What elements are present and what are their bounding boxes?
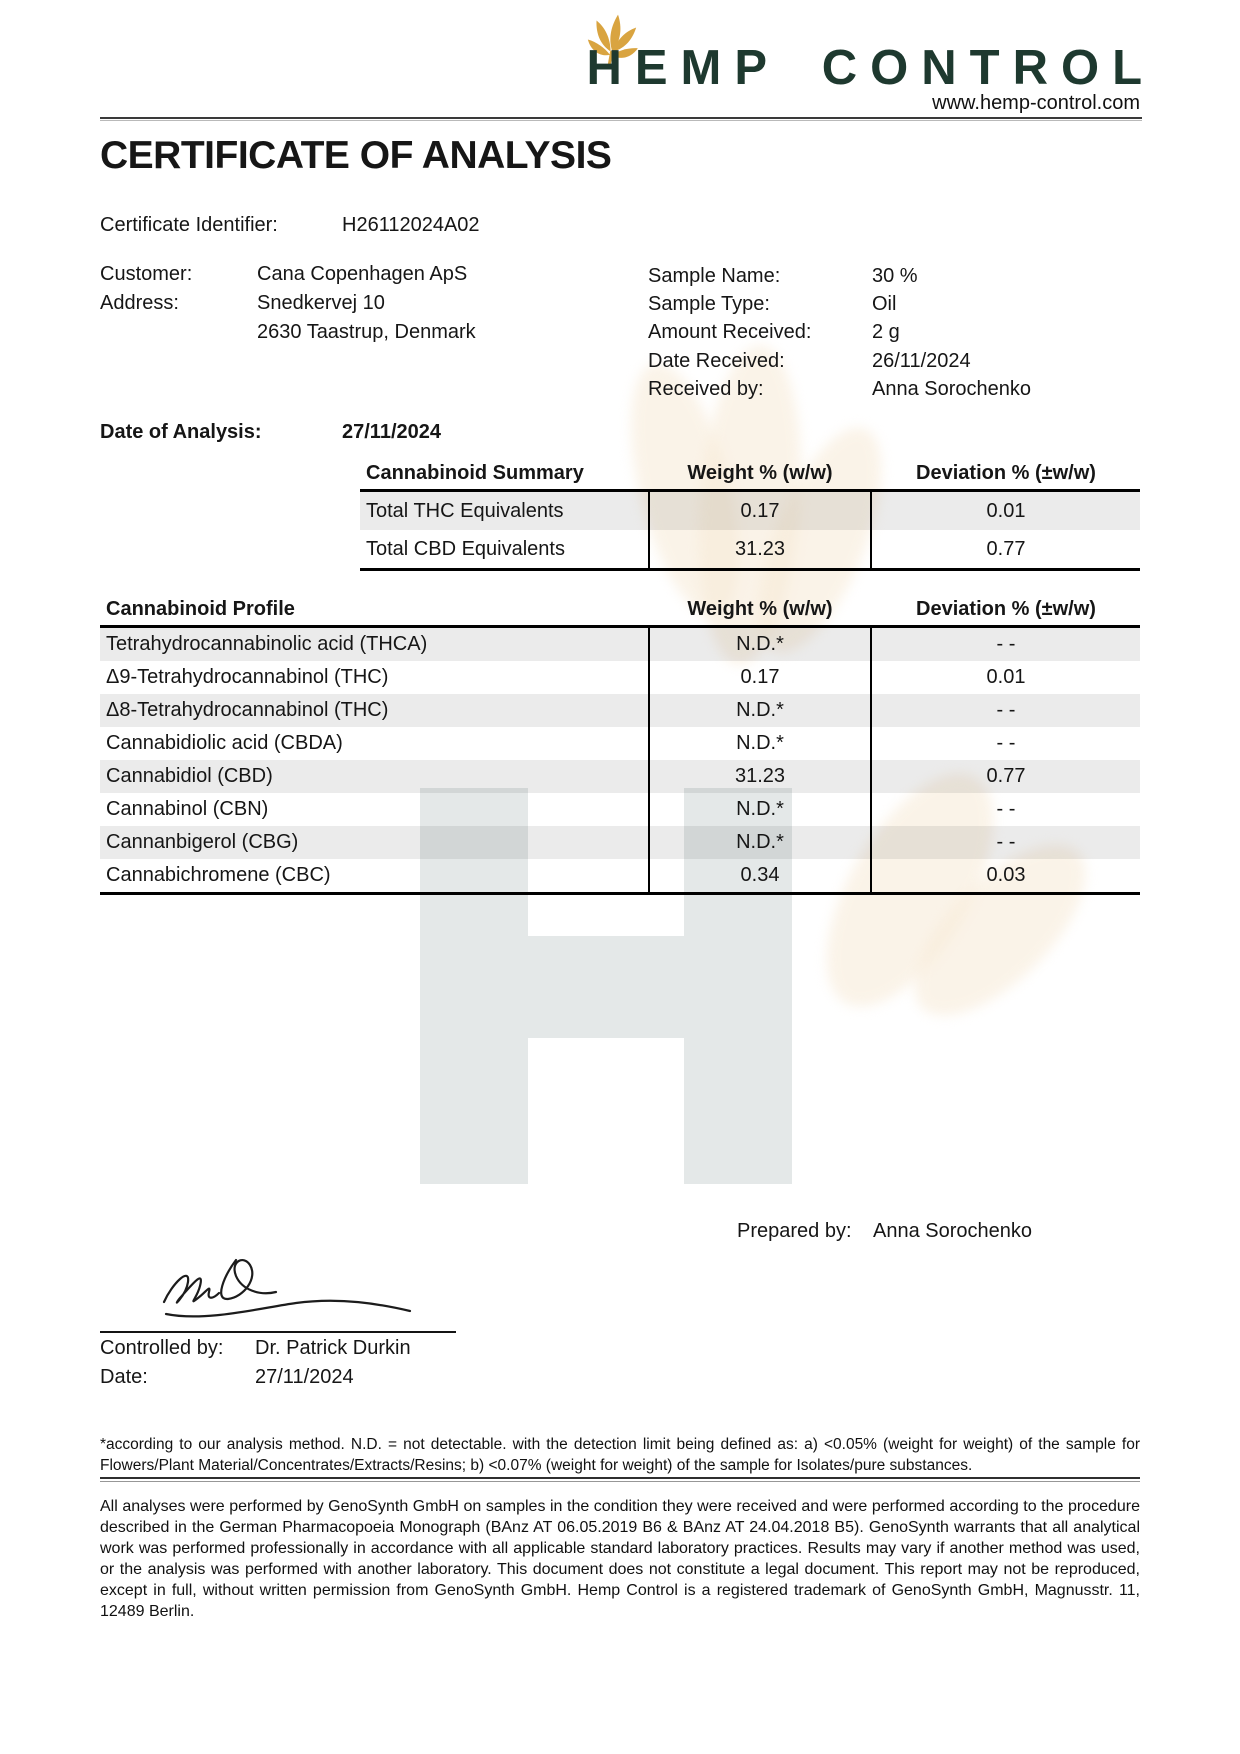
profile-header-weight: Weight % (w/w) bbox=[687, 598, 833, 620]
profile-table bbox=[100, 598, 1140, 895]
deviation-cell: 0.01 bbox=[986, 499, 1026, 522]
deviation-cell: 0.01 bbox=[986, 666, 1026, 688]
analysis-date-label: Date of Analysis: bbox=[100, 421, 262, 443]
weight-cell: 31.23 bbox=[648, 760, 872, 793]
analyte-name-cell: Cannanbigerol (CBG) bbox=[106, 831, 299, 853]
summary-table-header bbox=[360, 462, 1140, 492]
address-line2: 2630 Taastrup, Denmark bbox=[257, 321, 476, 343]
signoff-date-value: 27/11/2024 bbox=[255, 1366, 354, 1388]
analyte-name-cell: Cannabidiol (CBD) bbox=[106, 765, 273, 787]
analyte-name-cell: Total THC Equivalents bbox=[366, 499, 564, 522]
weight-cell: 31.23 bbox=[648, 530, 872, 568]
profile-header-deviation: Deviation % (±w/w) bbox=[916, 598, 1096, 620]
table-row bbox=[360, 492, 1140, 530]
analyte-name-cell: Total CBD Equivalents bbox=[366, 537, 565, 560]
analyte-name-cell: Δ8-Tetrahydrocannabinol (THC) bbox=[106, 699, 389, 721]
analyte-name-cell: Tetrahydrocannabinolic acid (THCA) bbox=[106, 633, 428, 655]
weight-cell: 0.34 bbox=[648, 859, 872, 892]
signoff-date-label: Date: bbox=[100, 1366, 148, 1388]
analysis-date-value: 27/11/2024 bbox=[342, 421, 441, 443]
date-received-value: 26/11/2024 bbox=[872, 350, 971, 372]
prepared-by-label: Prepared by: bbox=[737, 1220, 852, 1242]
table-row bbox=[100, 793, 1140, 826]
weight-cell: N.D.* bbox=[648, 793, 872, 826]
weight-cell: N.D.* bbox=[648, 628, 872, 661]
controlled-by-value: Dr. Patrick Durkin bbox=[255, 1337, 411, 1359]
controlled-by-label: Controlled by: bbox=[100, 1337, 224, 1359]
received-by-label: Received by: bbox=[648, 378, 764, 400]
sample-name-value: 30 % bbox=[872, 265, 918, 287]
table-row bbox=[100, 826, 1140, 859]
table-row bbox=[100, 661, 1140, 694]
footnote-divider bbox=[100, 1477, 1140, 1482]
deviation-cell: - - bbox=[996, 798, 1016, 820]
certificate-identifier-value: H26112024A02 bbox=[342, 214, 480, 236]
summary-table-body bbox=[360, 492, 1140, 571]
profile-table-header bbox=[100, 598, 1140, 628]
weight-cell: 0.17 bbox=[648, 492, 872, 530]
customer-name: Cana Copenhagen ApS bbox=[257, 263, 468, 285]
profile-table-body bbox=[100, 628, 1140, 895]
sample-name-label: Sample Name: bbox=[648, 265, 781, 287]
weight-cell: N.D.* bbox=[648, 826, 872, 859]
table-row bbox=[360, 530, 1140, 568]
weight-cell: 0.17 bbox=[648, 661, 872, 694]
deviation-cell: - - bbox=[996, 633, 1016, 655]
table-row bbox=[100, 628, 1140, 661]
analyte-name-cell: Δ9-Tetrahydrocannabinol (THC) bbox=[106, 666, 389, 688]
brand-website: www.hemp-control.com bbox=[932, 92, 1140, 114]
deviation-cell: 0.03 bbox=[986, 864, 1026, 886]
summary-header-name: Cannabinoid Summary bbox=[366, 462, 584, 484]
brand-logo: HEMP CONTROL bbox=[586, 41, 1155, 95]
amount-received-label: Amount Received: bbox=[648, 321, 812, 343]
deviation-cell: - - bbox=[996, 699, 1016, 721]
sample-type-label: Sample Type: bbox=[648, 293, 770, 315]
signature-line bbox=[100, 1331, 456, 1333]
analyte-name-cell: Cannabidiolic acid (CBDA) bbox=[106, 732, 343, 754]
deviation-cell: 0.77 bbox=[986, 765, 1026, 787]
summary-header-weight: Weight % (w/w) bbox=[687, 462, 833, 484]
table-row bbox=[100, 727, 1140, 760]
received-by-value: Anna Sorochenko bbox=[872, 378, 1032, 400]
analyte-name-cell: Cannabinol (CBN) bbox=[106, 798, 269, 820]
deviation-cell: 0.77 bbox=[986, 537, 1026, 560]
summary-table bbox=[360, 462, 1140, 571]
disclaimer-text: All analyses were performed by GenoSynth GmbH on samples in the condition they were received and were performed according to the procedure described in the German Pharmacopoeia Monograph (BAnz AT 06.05.2019 B6 & BAnz AT 24.04.2018 B5). GenoSynth warrants that all analytical work was performed professionally in accordance with all applicable standard laboratory practices. Results may vary if another method was used, or the analysis was performed with another laboratory. This document does not constitute a legal document. This report may not be reproduced, except in full, without written permission from GenoSynth GmbH. Hemp Control is a registered trademark of GenoSynth GmbH, Magnusstr. 11, 12489 Berlin. bbox=[100, 1498, 1140, 1620]
signature bbox=[148, 1238, 458, 1336]
prepared-by-value: Anna Sorochenko bbox=[873, 1220, 1033, 1242]
weight-cell: N.D.* bbox=[648, 727, 872, 760]
profile-header-name: Cannabinoid Profile bbox=[106, 598, 295, 620]
page-title: CERTIFICATE OF ANALYSIS bbox=[100, 134, 612, 177]
address-label: Address: bbox=[100, 292, 179, 314]
weight-cell: N.D.* bbox=[648, 694, 872, 727]
summary-header-deviation: Deviation % (±w/w) bbox=[916, 462, 1096, 484]
amount-received-value: 2 g bbox=[872, 321, 900, 343]
address-line1: Snedkervej 10 bbox=[257, 292, 385, 314]
table-row bbox=[100, 760, 1140, 793]
table-row bbox=[100, 694, 1140, 727]
deviation-cell: - - bbox=[996, 732, 1016, 754]
deviation-cell: - - bbox=[996, 831, 1016, 853]
table-row bbox=[100, 859, 1140, 892]
customer-label: Customer: bbox=[100, 263, 193, 285]
header-divider bbox=[100, 117, 1142, 121]
sample-type-value: Oil bbox=[872, 293, 897, 315]
certificate-identifier-label: Certificate Identifier: bbox=[100, 214, 278, 236]
analyte-name-cell: Cannabichromene (CBC) bbox=[106, 864, 331, 886]
date-received-label: Date Received: bbox=[648, 350, 785, 372]
footnote-text: *according to our analysis method. N.D. = not detectable. with the detection limit being defined as: a) <0.05% (weight for weight) of the sample for Flowers/Plant Material/Concentrates/Extracts/Resins; b) <0.07% (weight for weight) of the sample for Isolates/pure substances. bbox=[100, 1436, 1140, 1474]
